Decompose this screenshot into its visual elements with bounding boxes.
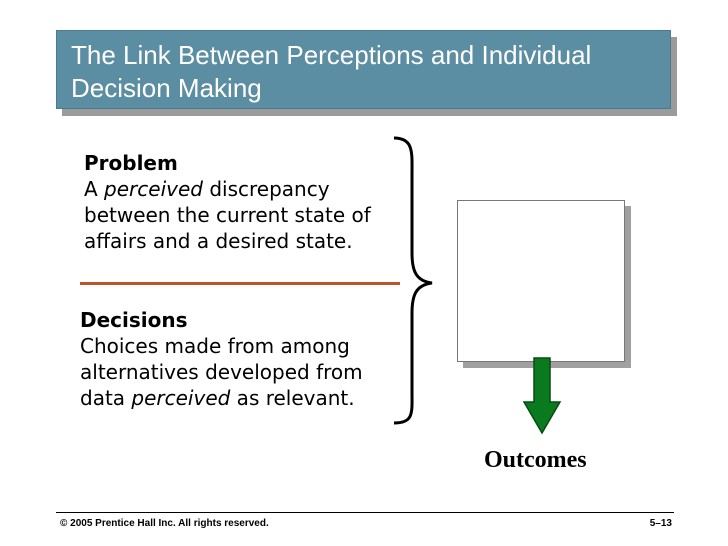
problem-line-3: affairs and a desired state. (84, 229, 353, 253)
divider-line (80, 282, 400, 285)
curly-brace-icon (388, 135, 438, 425)
problem-line-2: between the current state of (84, 203, 371, 227)
decisions-block (80, 307, 363, 411)
down-arrow-icon (522, 357, 562, 435)
decisions-line-1: Choices made from among (80, 334, 350, 358)
decisions-line-3-prefix: data (80, 386, 132, 410)
problem-line-1 (84, 176, 371, 202)
title-line-2: Decision Making (71, 73, 262, 103)
outcomes-label: Outcomes (484, 447, 587, 473)
title-line-1: The Link Between Perceptions and Individual (71, 40, 592, 70)
problem-emphasis: perceived (104, 177, 203, 201)
problem-line-1-suffix: discrepancy (202, 177, 330, 201)
copyright-text: © 2005 Prentice Hall Inc. All rights reserved. (60, 518, 269, 529)
problem-heading: Problem (84, 151, 178, 175)
problem-line-1-prefix: A (84, 177, 105, 201)
problem-block (84, 150, 371, 254)
decisions-line-3 (80, 385, 363, 411)
decisions-heading: Decisions (80, 308, 188, 332)
decisions-emphasis: perceived (131, 386, 231, 410)
decisions-line-3-suffix: as relevant. (230, 386, 355, 410)
outcome-box (457, 200, 625, 362)
decisions-line-2: alternatives developed from (80, 360, 363, 384)
slide-title (56, 30, 671, 109)
page-number: 5–13 (649, 518, 672, 529)
footer-rule (56, 512, 674, 513)
